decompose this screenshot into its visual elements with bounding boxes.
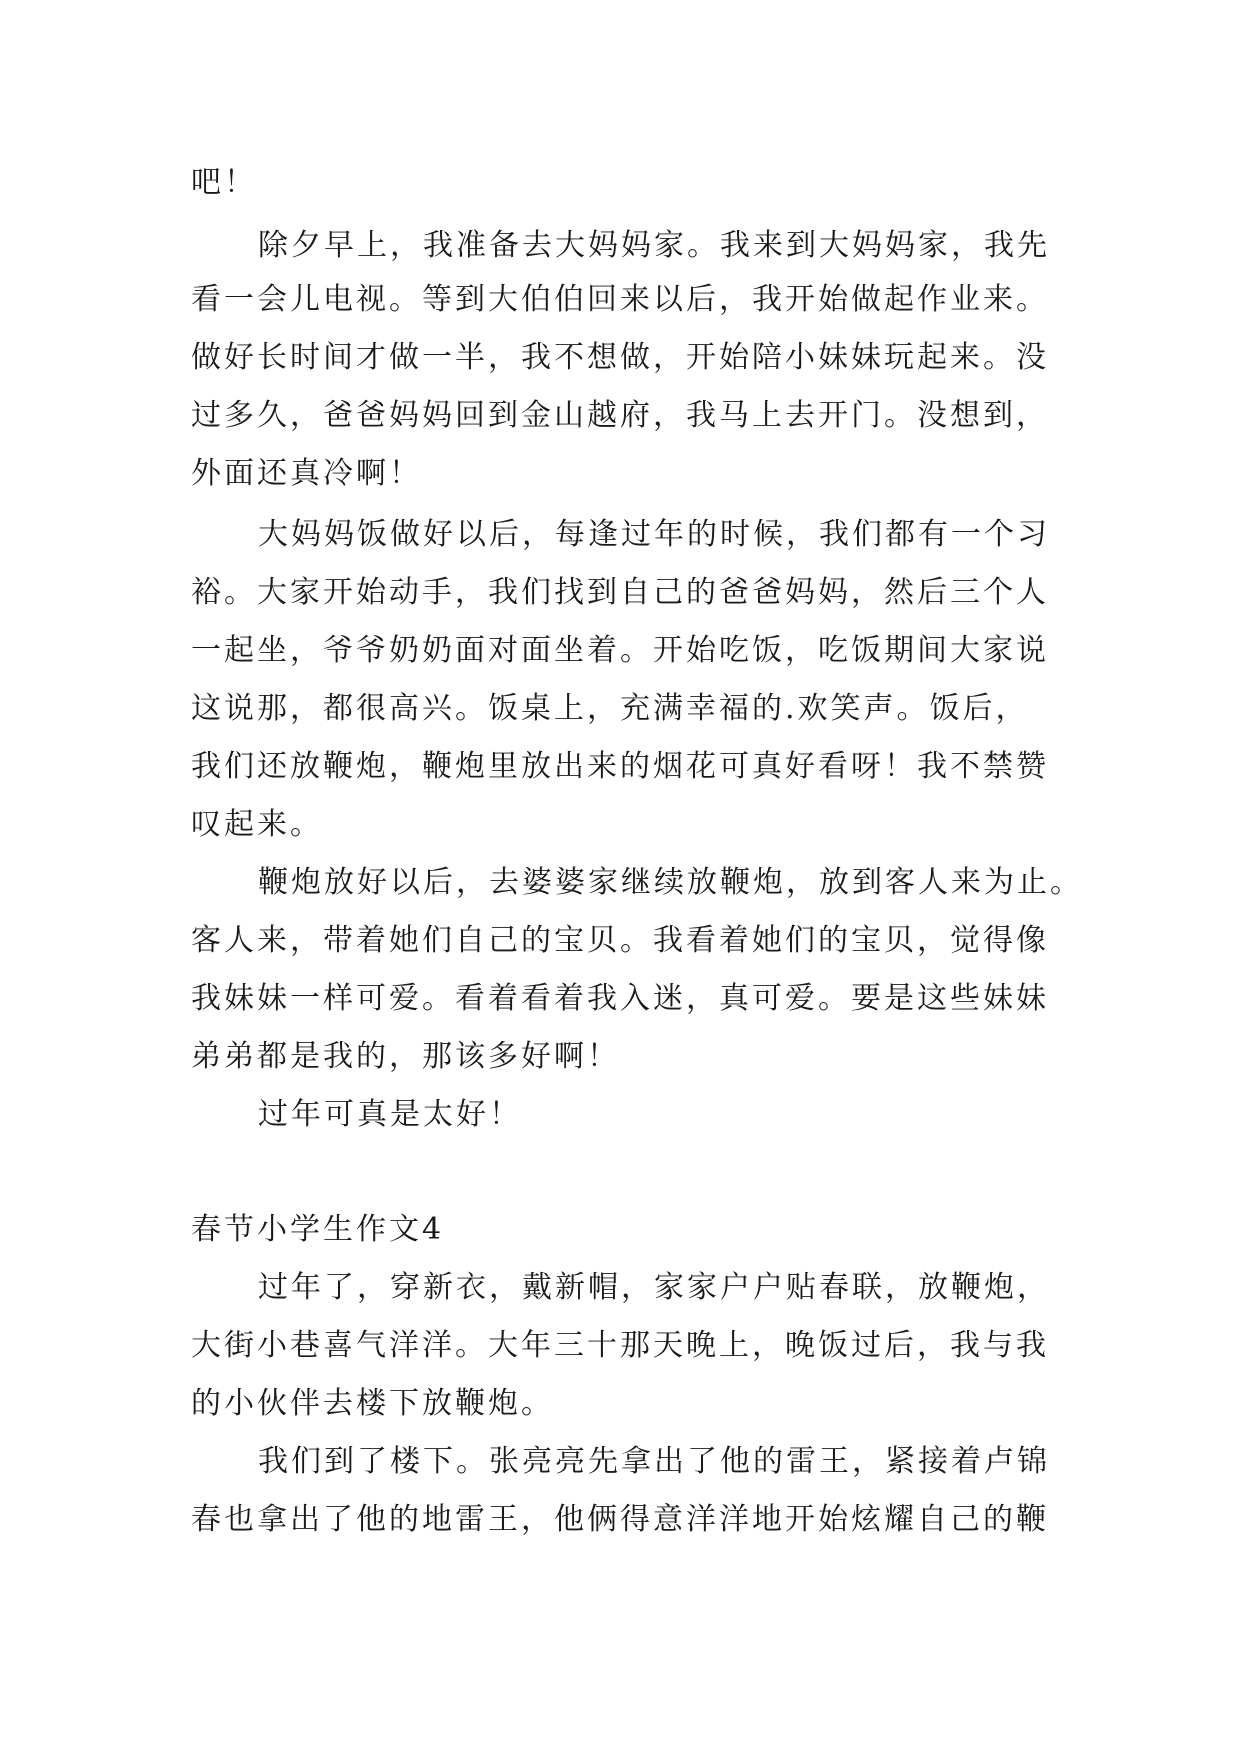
text-line: 吧！ xyxy=(191,165,257,200)
text-line: 这说那，都很高兴。饭桌上，充满幸福的.欢笑声。饭后， xyxy=(191,691,1029,726)
section-heading: 春节小学生作文4 xyxy=(191,1212,445,1247)
text-line: 大街小巷喜气洋洋。大年三十那天晚上，晚饭过后，我与我 xyxy=(191,1328,1049,1363)
text-line: 做好长时间才做一半，我不想做，开始陪小妹妹玩起来。没 xyxy=(191,340,1049,375)
paragraph-first-line: 除夕早上，我准备去大妈妈家。我来到大妈妈家，我先 xyxy=(258,228,1050,263)
text-line: 弟弟都是我的，那该多好啊！ xyxy=(191,1039,620,1074)
text-line: 过多久，爸爸妈妈回到金山越府，我马上去开门。没想到， xyxy=(191,398,1049,433)
paragraph-first-line: 我们到了楼下。张亮亮先拿出了他的雷王，紧接着卢锦 xyxy=(258,1444,1050,1479)
paragraph-first-line: 大妈妈饭做好以后，每逢过年的时候，我们都有一个习 xyxy=(258,517,1050,552)
paragraph-first-line: 鞭炮放好以后，去婆婆家继续放鞭炮，放到客人来为止。 xyxy=(258,865,1083,900)
text-line: 叹起来。 xyxy=(191,807,323,842)
text-line: 我妹妹一样可爱。看着看着我入迷，真可爱。要是这些妹妹 xyxy=(191,981,1049,1016)
paragraph-first-line: 过年可真是太好！ xyxy=(258,1097,522,1132)
text-line: 我们还放鞭炮，鞭炮里放出来的烟花可真好看呀！我不禁赞 xyxy=(191,749,1049,784)
text-line: 裕。大家开始动手，我们找到自己的爸爸妈妈，然后三个人 xyxy=(191,575,1049,610)
text-line: 外面还真冷啊！ xyxy=(191,456,422,491)
text-line: 客人来，带着她们自己的宝贝。我看着她们的宝贝，觉得像 xyxy=(191,923,1049,958)
text-line: 一起坐，爷爷奶奶面对面坐着。开始吃饭，吃饭期间大家说 xyxy=(191,633,1049,668)
text-line: 的小伙伴去楼下放鞭炮。 xyxy=(191,1386,554,1421)
text-line: 春也拿出了他的地雷王，他俩得意洋洋地开始炫耀自己的鞭 xyxy=(191,1502,1049,1537)
paragraph-first-line: 过年了，穿新衣，戴新帽，家家户户贴春联，放鞭炮， xyxy=(258,1270,1050,1305)
text-line: 看一会儿电视。等到大伯伯回来以后，我开始做起作业来。 xyxy=(191,282,1049,317)
